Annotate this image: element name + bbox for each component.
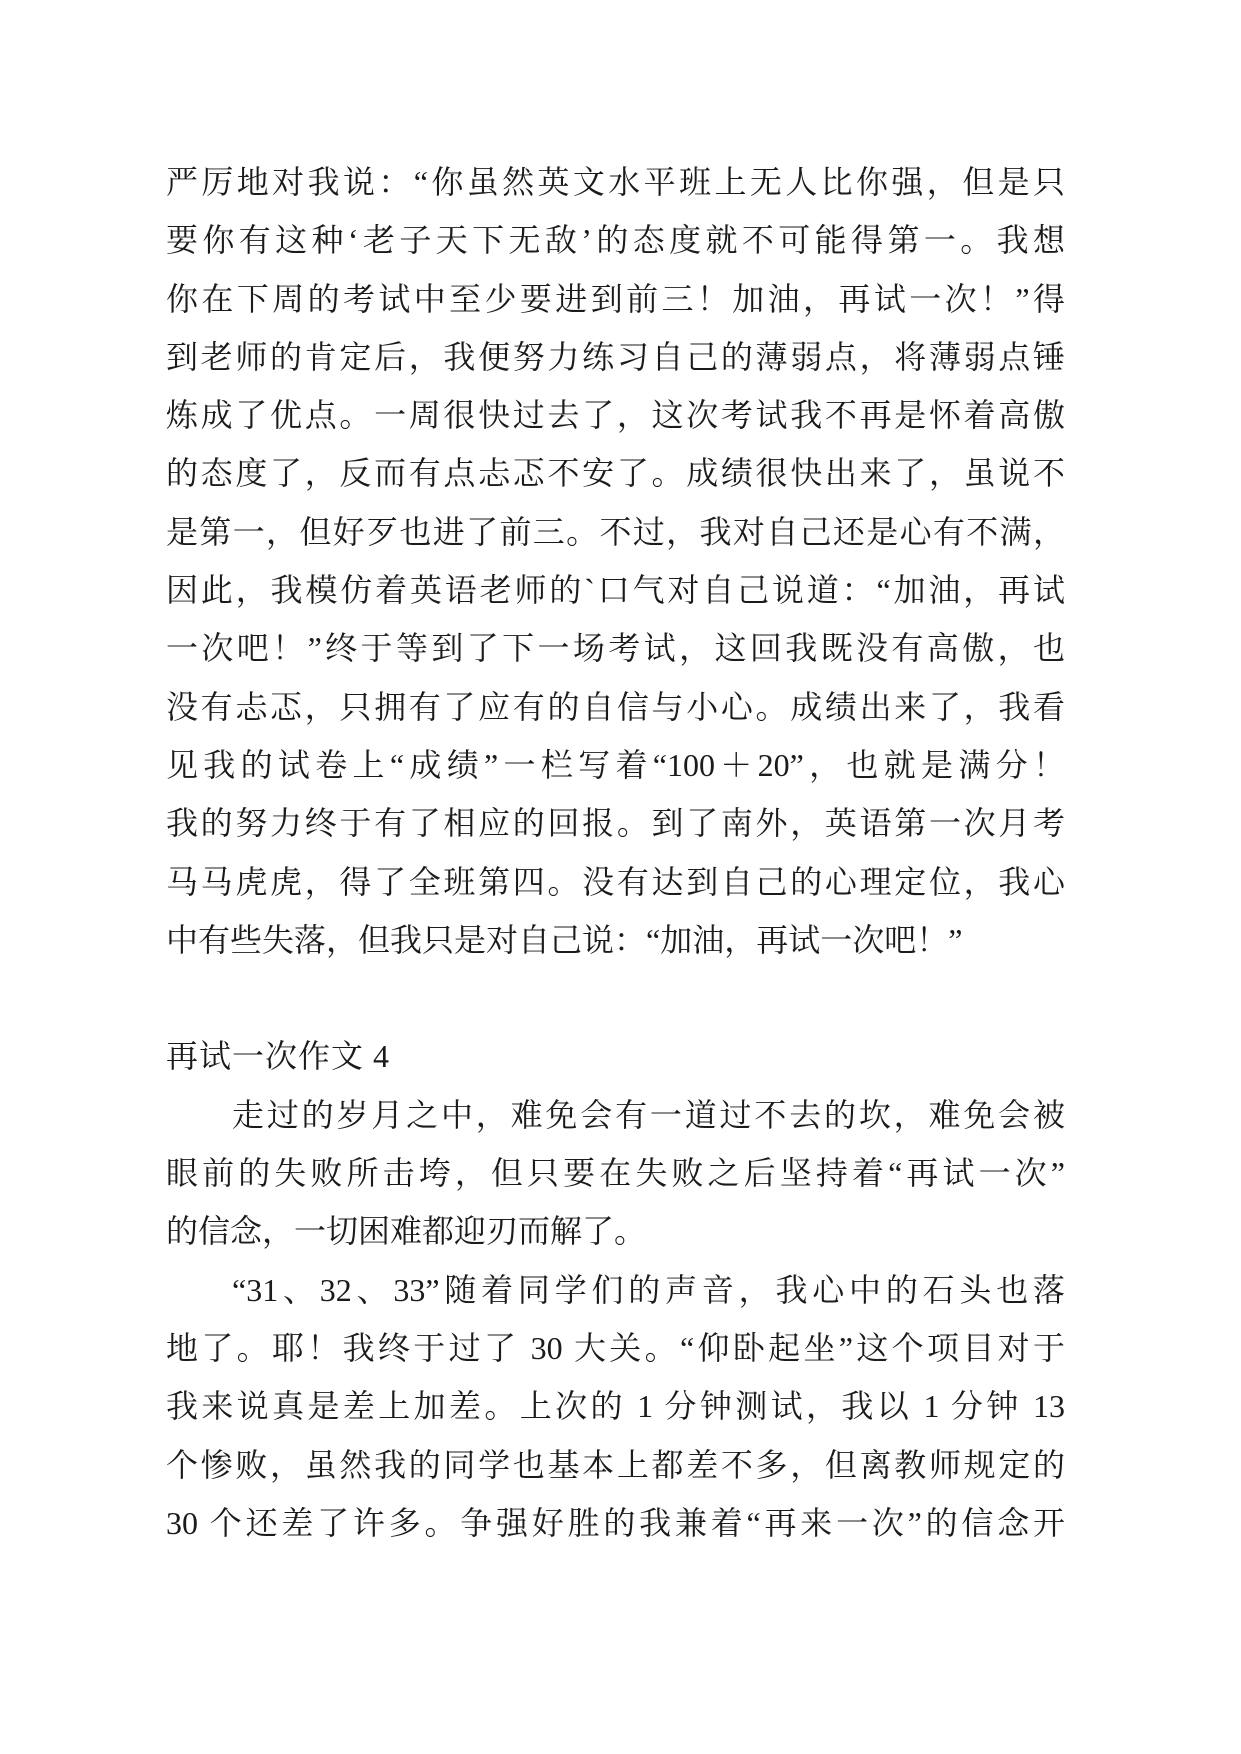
text-line: 要你有这种‘老子天下无敌’的态度就不可能得第一。我想 [166, 222, 1065, 259]
text-line: 中有些失落，但我只是对自己说：“加油，再试一次吧！” [166, 921, 963, 958]
text-line: 我的努力终于有了相应的回报。到了南外，英语第一次月考 [166, 805, 1065, 842]
text-line: 严厉地对我说：“你虽然英文水平班上无人比你强，但是只 [166, 164, 1065, 200]
text-line: 地了。耶！我终于过了 30 大关。“仰卧起坐”这个项目对于 [166, 1329, 1065, 1366]
text-line: 炼成了优点。一周很快过去了，这次考试我不再是怀着高傲 [166, 397, 1065, 434]
text-line: 因此，我模仿着英语老师的`口气对自己说道：“加油，再试 [166, 572, 1065, 609]
text-line: “31、32、33”随着同学们的声音，我心中的石头也落 [232, 1271, 1065, 1308]
text-line: 的信念，一切困难都迎刃而解了。 [166, 1213, 647, 1250]
essay-4-heading: 再试一次作文 4 [166, 1038, 391, 1075]
text-line: 个惨败，虽然我的同学也基本上都差不多，但离教师规定的 [166, 1446, 1065, 1483]
text-line: 你在下周的考试中至少要进到前三！加油，再试一次！”得 [166, 280, 1065, 317]
text-line: 没有忐忑，只拥有了应有的自信与小心。成绩出来了，我看 [166, 688, 1065, 725]
text-line: 30 个还差了许多。争强好胜的我兼着“再来一次”的信念开 [166, 1504, 1065, 1541]
text-line: 的态度了，反而有点忐忑不安了。成绩很快出来了，虽说不 [166, 455, 1065, 492]
text-line: 见我的试卷上“成绩”一栏写着“100＋20”，也就是满分！ [166, 746, 1065, 783]
blank-line [166, 969, 1065, 1027]
text-line: 一次吧！”终于等到了下一场考试，这回我既没有高傲，也 [166, 630, 1065, 667]
document-body [166, 153, 1065, 1552]
text-line: 眼前的失败所击垮，但只要在失败之后坚持着“再试一次” [166, 1155, 1065, 1192]
text-line: 走过的岁月之中，难免会有一道过不去的坎，难免会被 [232, 1096, 1065, 1133]
text-line: 我来说真是差上加差。上次的 1 分钟测试，我以 1 分钟 13 [166, 1388, 1065, 1425]
text-line: 马马虎虎，得了全班第四。没有达到自己的心理定位，我心 [166, 863, 1065, 900]
text-line: 到老师的肯定后，我便努力练习自己的薄弱点，将薄弱点锤 [166, 338, 1065, 375]
text-line: 是第一，但好歹也进了前三。不过，我对自己还是心有不满， [166, 513, 1065, 550]
